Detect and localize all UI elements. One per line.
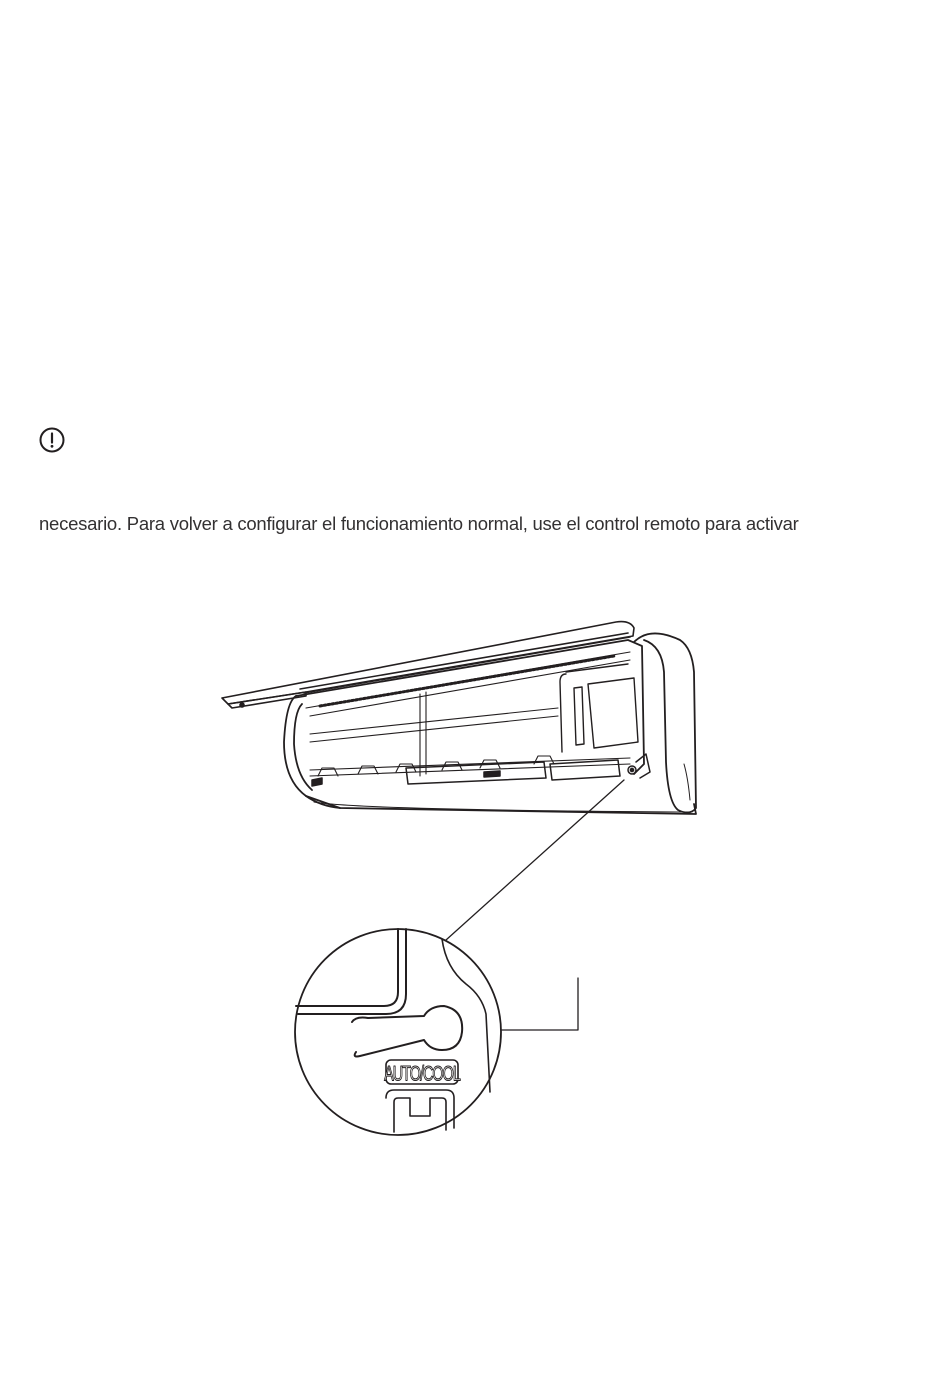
control-box (560, 664, 638, 752)
magnified-detail (295, 929, 501, 1135)
notice-text: necesario. Para volver a configurar el funcionamiento normal, use el control remoto para activar (39, 513, 799, 534)
auto-cool-label: AUTO/COOL (384, 1060, 460, 1086)
warning-exclamation-icon (38, 426, 66, 454)
indoor-unit-figure (210, 612, 710, 1142)
